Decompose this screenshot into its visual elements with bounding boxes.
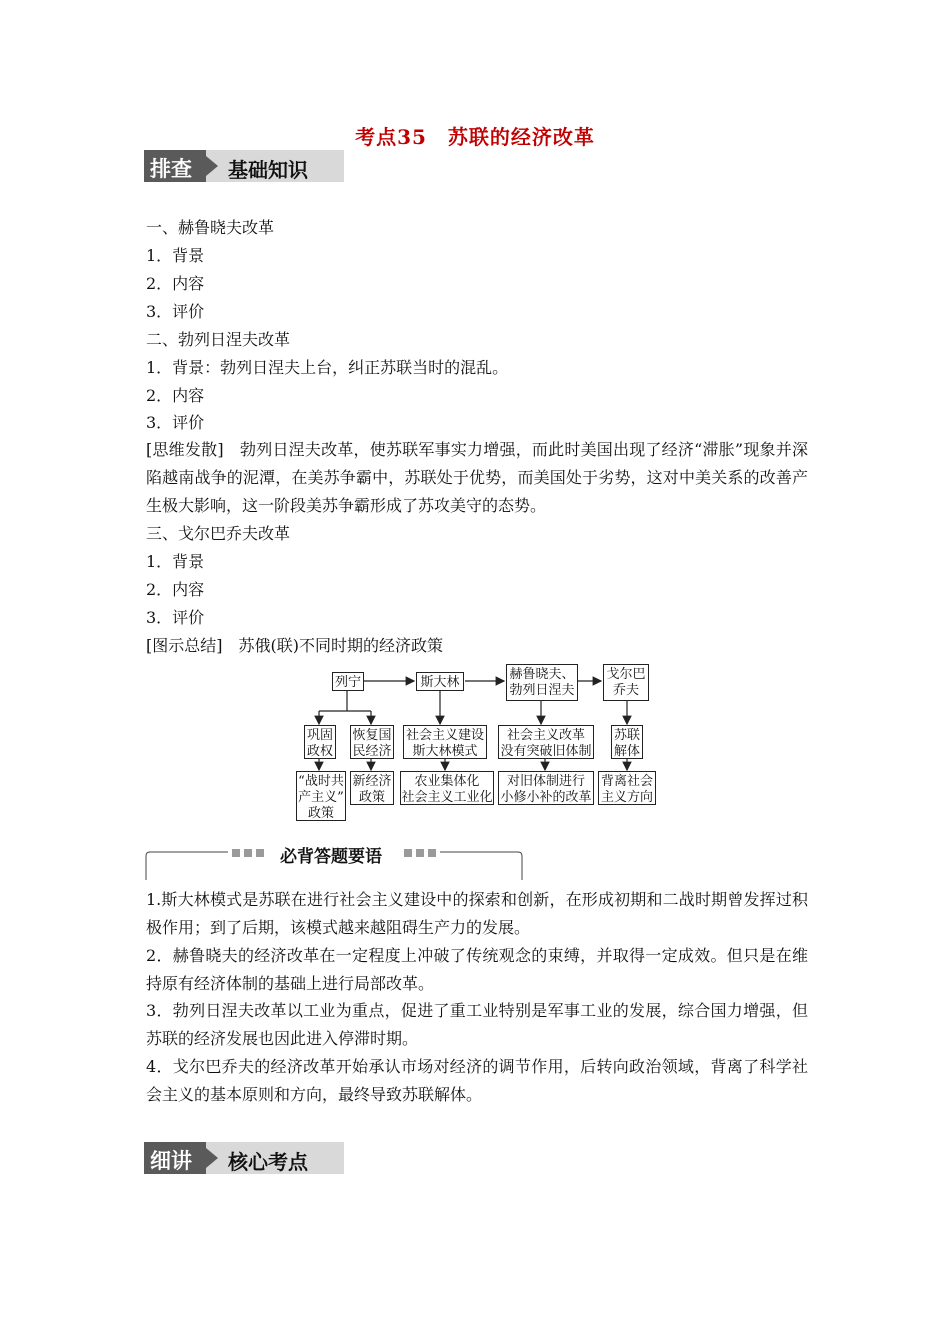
outline-line: 2．内容	[146, 386, 205, 405]
outline-line: 1．背景	[146, 552, 205, 571]
square-icon	[256, 849, 264, 857]
memorize-item: 4．戈尔巴乔夫的经济改革开始承认市场对经济的调节作用，后转向政治领域，背离了科学社会主义的基本原则和方向，最终导致苏联解体。	[146, 1057, 808, 1104]
node-consolidate-power: 巩固 政权	[304, 725, 336, 759]
banner-label: 核心考点	[228, 1150, 308, 1174]
outline-line: 二、勃列日涅夫改革	[146, 330, 291, 349]
node-khrushchev-brezhnev: 赫鲁晓夫、 勃列日涅夫	[506, 664, 578, 701]
square-icon	[416, 849, 424, 857]
square-icon	[404, 849, 412, 857]
outline-line: 1．背景	[146, 246, 205, 265]
memorize-title: 必背答题要语	[276, 842, 386, 867]
outline-line: 3．评价	[146, 413, 205, 432]
outline-line: 一、赫鲁晓夫改革	[146, 218, 275, 237]
arrow-icon	[206, 1148, 218, 1168]
diagram-caption: [图示总结] 苏俄(联)不同时期的经济政策	[146, 636, 443, 655]
page-title: 考点35 苏联的经济改革	[355, 125, 595, 149]
arrow-icon	[206, 156, 218, 176]
node-minor-reform: 对旧体制进行 小修小补的改革	[498, 771, 594, 805]
node-gorbachev: 戈尔巴 乔夫	[603, 664, 649, 701]
square-icon	[428, 849, 436, 857]
node-war-communism: “战时共 产主义” 政策	[296, 771, 346, 821]
node-ussr-collapse: 苏联 解体	[611, 725, 643, 759]
outline-line: 2．内容	[146, 274, 205, 293]
node-collectivization: 农业集体化 社会主义工业化	[400, 771, 494, 805]
banner-label: 基础知识	[228, 158, 308, 182]
square-icon	[244, 849, 252, 857]
node-stalin: 斯大林	[416, 672, 464, 691]
outline-line: 1．背景：勃列日涅夫上台，纠正苏联当时的混乱。	[146, 358, 509, 377]
thinking-paragraph: [思维发散] 勃列日涅夫改革，使苏联军事实力增强，而此时美国出现了经济“滞胀”现象并深陷越南战争的泥潭，在美苏争霸中，苏联处于优势，而美国处于劣势，这对中美关系的改善产生极大影响，这一阶段美苏争霸形成了苏攻美守的态势。	[146, 440, 808, 515]
memorize-item: 1.斯大林模式是苏联在进行社会主义建设中的探索和创新，在形成初期和二战时期曾发挥过积极作用；到了后期，该模式越来越阻碍生产力的发展。	[146, 890, 808, 937]
memorize-item: 3．勃列日涅夫改革以工业为重点，促进了重工业特别是军事工业的发展，综合国力增强，但苏联的经济发展也因此进入停滞时期。	[146, 1001, 808, 1048]
outline-line: 三、戈尔巴乔夫改革	[146, 524, 291, 543]
node-nep: 新经济 政策	[350, 771, 394, 805]
node-deviate-socialism: 背离社会 主义方向	[598, 771, 656, 805]
section-banner-core	[144, 1142, 344, 1174]
node-restore-economy: 恢复国 民经济	[350, 725, 394, 759]
node-lenin: 列宁	[332, 672, 364, 691]
outline-line: 3．评价	[146, 608, 205, 627]
memorize-item: 2．赫鲁晓夫的经济改革在一定程度上冲破了传统观念的束缚，并取得一定成效。但只是在维持原有经济体制的基础上进行局部改革。	[146, 946, 808, 993]
banner-tag: 细讲	[150, 1148, 192, 1173]
square-icon	[232, 849, 240, 857]
node-socialist-reform: 社会主义改革 没有突破旧体制	[498, 725, 594, 759]
outline-line: 2．内容	[146, 580, 205, 599]
node-socialist-construction: 社会主义建设 斯大林模式	[403, 725, 487, 759]
banner-tag: 排查	[150, 156, 192, 181]
outline-line: 3．评价	[146, 302, 205, 321]
